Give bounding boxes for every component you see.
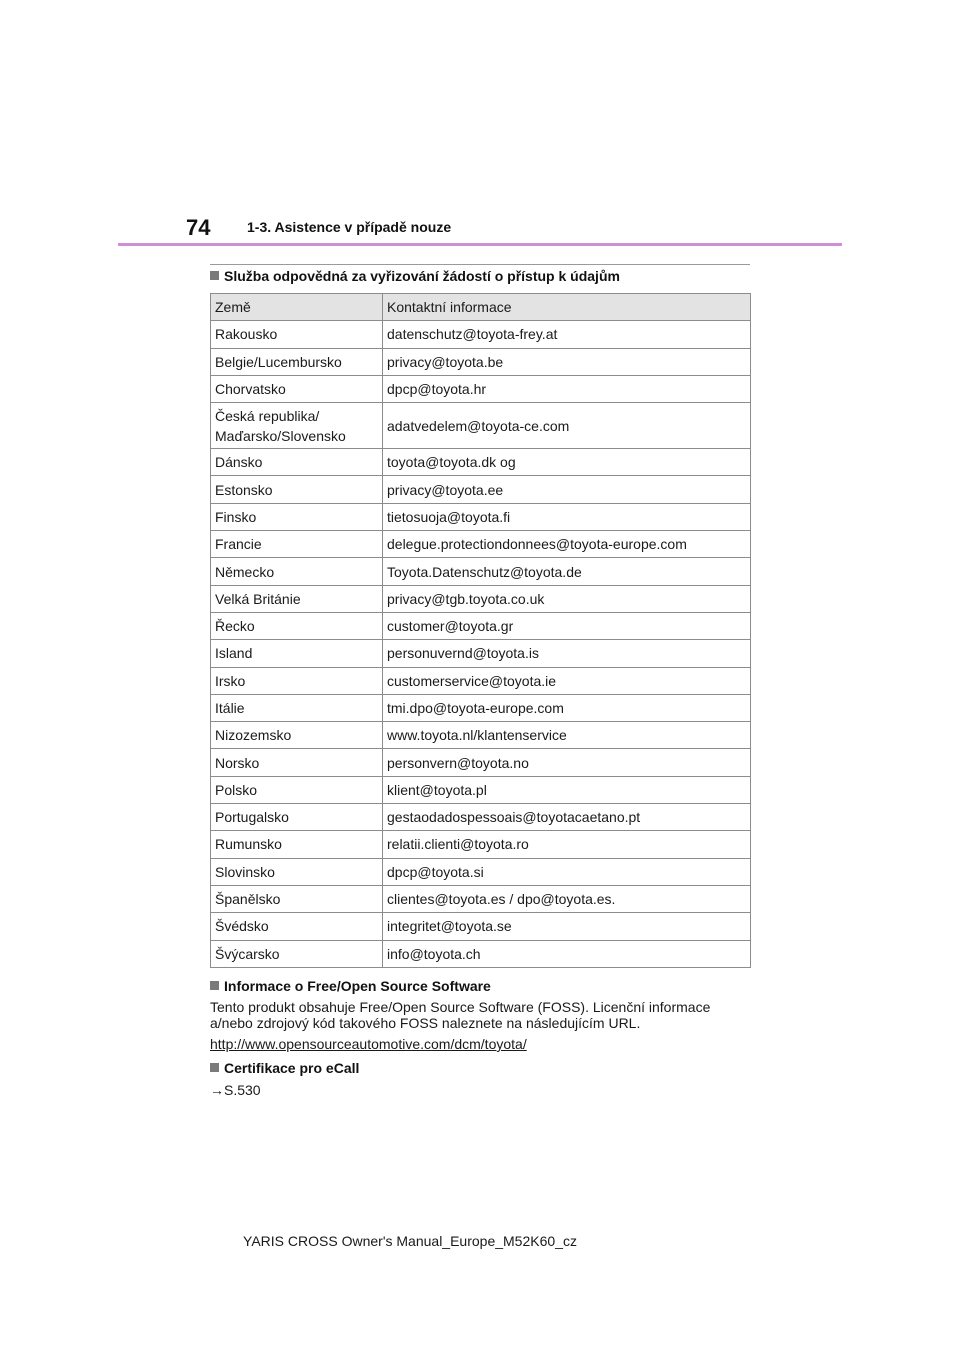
cell-country: Německo	[211, 558, 383, 585]
chapter-title: 1-3. Asistence v případě nouze	[247, 219, 452, 235]
cell-country: Estonsko	[211, 476, 383, 503]
foss-url-link[interactable]: http://www.opensourceautomotive.com/dcm/toyota/	[210, 1036, 527, 1052]
table-row	[211, 476, 751, 503]
table-row	[211, 913, 751, 940]
cell-contact: info@toyota.ch	[383, 940, 751, 967]
cell-contact: gestaodadospessoais@toyotacaetano.pt	[383, 804, 751, 831]
cell-country: Itálie	[211, 694, 383, 721]
table-row	[211, 558, 751, 585]
cell-country: Velká Británie	[211, 585, 383, 612]
cell-country: Švýcarsko	[211, 940, 383, 967]
cell-country: Norsko	[211, 749, 383, 776]
table-row	[211, 694, 751, 721]
table-row	[211, 885, 751, 912]
table-row	[211, 503, 751, 530]
table-row	[211, 612, 751, 639]
cell-country: Francie	[211, 531, 383, 558]
table-row	[211, 667, 751, 694]
cell-country: Švédsko	[211, 913, 383, 940]
cell-contact: privacy@toyota.ee	[383, 476, 751, 503]
cell-country: Belgie/Lucembursko	[211, 348, 383, 375]
section-heading-foss	[210, 978, 491, 994]
contacts-table-body	[211, 321, 751, 968]
cell-country: Finsko	[211, 503, 383, 530]
cell-contact: privacy@tgb.toyota.co.uk	[383, 585, 751, 612]
table-row	[211, 348, 751, 375]
cell-contact: personvern@toyota.no	[383, 749, 751, 776]
table-row	[211, 858, 751, 885]
cell-contact: customerservice@toyota.ie	[383, 667, 751, 694]
cell-country: Portugalsko	[211, 804, 383, 831]
cell-contact: customer@toyota.gr	[383, 612, 751, 639]
foss-description: Tento produkt obsahuje Free/Open Source Software (FOSS). Licenční informace a/nebo zdrojový kód takového FOSS naleznete na následujícím URL.	[210, 999, 711, 1031]
square-bullet-icon	[210, 271, 219, 280]
cell-contact: clientes@toyota.es / dpo@toyota.es.	[383, 885, 751, 912]
table-row	[211, 585, 751, 612]
cell-contact: datenschutz@toyota-frey.at	[383, 321, 751, 348]
table-row	[211, 403, 751, 449]
cell-country: Polsko	[211, 776, 383, 803]
square-bullet-icon	[210, 1063, 219, 1072]
cell-contact: dpcp@toyota.si	[383, 858, 751, 885]
table-row	[211, 776, 751, 803]
cell-contact: integritet@toyota.se	[383, 913, 751, 940]
footer	[0, 1233, 960, 1249]
section-heading-text: Certifikace pro eCall	[224, 1060, 360, 1076]
cell-country: Slovinsko	[211, 858, 383, 885]
cell-country: Řecko	[211, 612, 383, 639]
cell-contact: klient@toyota.pl	[383, 776, 751, 803]
footer-text: YARIS CROSS Owner's Manual_Europe_M52K60_cz	[243, 1233, 577, 1249]
column-header-country: Země	[211, 294, 383, 321]
cell-country: Česká republika/ Maďarsko/Slovensko	[211, 403, 383, 449]
cell-country: Island	[211, 640, 383, 667]
table-row	[211, 375, 751, 402]
cell-contact: dpcp@toyota.hr	[383, 375, 751, 402]
table-row	[211, 722, 751, 749]
cell-country: Rakousko	[211, 321, 383, 348]
section-heading-ecall	[210, 1060, 359, 1076]
table-row	[211, 531, 751, 558]
header-divider	[118, 243, 842, 246]
cell-contact: www.toyota.nl/klantenservice	[383, 722, 751, 749]
section-heading-text: Informace o Free/Open Source Software	[224, 978, 491, 994]
page-reference: →S.530	[210, 1082, 261, 1098]
table-row	[211, 804, 751, 831]
cell-contact: privacy@toyota.be	[383, 348, 751, 375]
page-number: 74	[186, 215, 211, 240]
contacts-table	[210, 293, 751, 968]
cell-country: Rumunsko	[211, 831, 383, 858]
table-row	[211, 831, 751, 858]
cell-contact: delegue.protectiondonnees@toyota-europe.com	[383, 531, 751, 558]
cell-contact: relatii.clienti@toyota.ro	[383, 831, 751, 858]
cell-contact: tmi.dpo@toyota-europe.com	[383, 694, 751, 721]
table-row	[211, 640, 751, 667]
square-bullet-icon	[210, 981, 219, 990]
cell-country: Dánsko	[211, 449, 383, 476]
table-row	[211, 749, 751, 776]
cell-contact: Toyota.Datenschutz@toyota.de	[383, 558, 751, 585]
cell-country: Nizozemsko	[211, 722, 383, 749]
table-header-row	[211, 294, 751, 321]
column-header-contact: Kontaktní informace	[383, 294, 751, 321]
section-heading-text: Služba odpovědná za vyřizování žádostí o přístup k údajům	[224, 268, 620, 284]
table-row	[211, 940, 751, 967]
cell-country: Španělsko	[211, 885, 383, 912]
table-row	[211, 449, 751, 476]
cell-contact: toyota@toyota.dk og	[383, 449, 751, 476]
cell-contact: tietosuoja@toyota.fi	[383, 503, 751, 530]
cell-country: Irsko	[211, 667, 383, 694]
table-row	[211, 321, 751, 348]
cell-contact: personuvernd@toyota.is	[383, 640, 751, 667]
cell-country: Chorvatsko	[211, 375, 383, 402]
section-divider	[210, 264, 750, 265]
section-heading-data-access	[210, 268, 620, 284]
cell-contact: adatvedelem@toyota-ce.com	[383, 403, 751, 449]
